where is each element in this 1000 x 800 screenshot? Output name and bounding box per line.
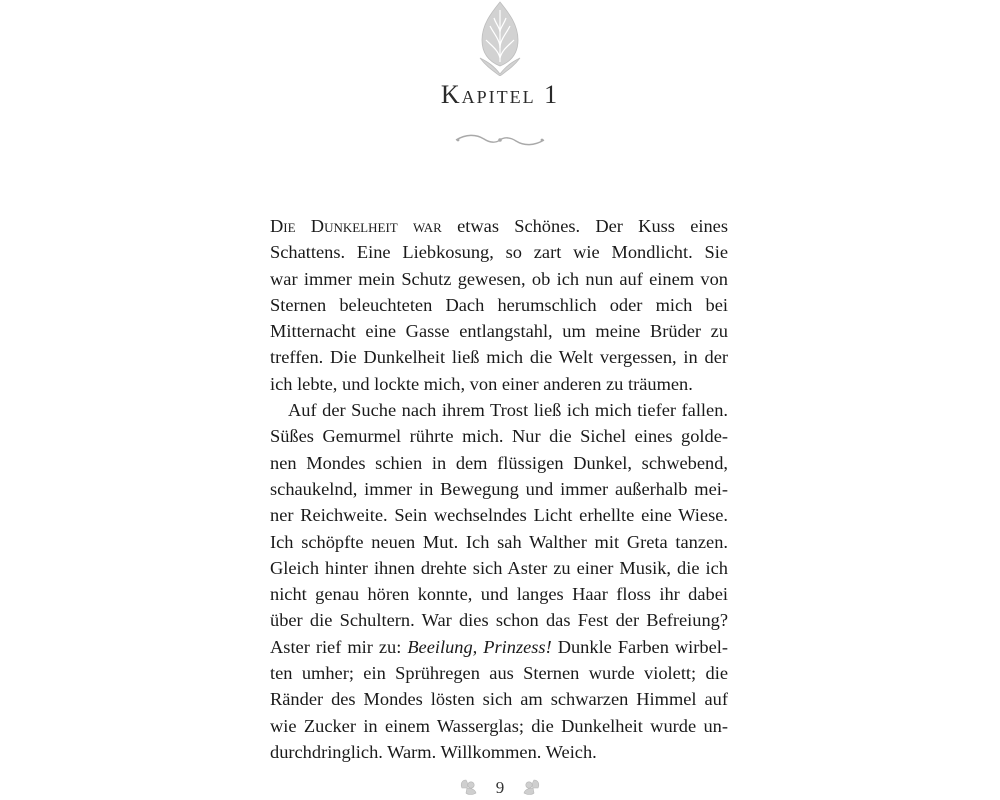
lotus-ornament-icon bbox=[474, 0, 526, 76]
text-line: Schattens. Eine Liebkosung, so zart wie Mondlicht. Sie bbox=[270, 242, 728, 263]
text-line: über die Schultern. War dies schon das Fest der Befreiung? bbox=[270, 610, 728, 631]
chapter-title: Kapitel 1 bbox=[440, 80, 560, 109]
lead-in-small-caps: Die Dunkelheit war bbox=[270, 216, 442, 236]
text-line: Sternen beleuchteten Dach herumschlich oder mich bei bbox=[270, 294, 728, 315]
cherub-left-icon bbox=[458, 776, 480, 798]
text-line: Mitternacht eine Gasse entlangstahl, um meine Brüder zu bbox=[270, 321, 728, 342]
text-line: ner Reichweite. Sein wechselndes Licht erhellte eine Wiese. bbox=[270, 505, 728, 526]
text-line: durchdringlich. Warm. Willkommen. Weich. bbox=[270, 741, 597, 762]
text-line: nicht genau hören konnte, und langes Haar floss ihr dabei bbox=[270, 584, 728, 605]
page-number: 9 bbox=[495, 778, 505, 797]
text-line: ten umher; ein Sprühregen aus Sternen wurde violett; die bbox=[270, 663, 728, 684]
swash-divider-icon bbox=[454, 132, 546, 148]
text-line: Süßes Gemurmel rührte mich. Nur die Sichel eines golde- bbox=[270, 426, 728, 447]
page-footer bbox=[0, 776, 1000, 800]
text-line: war immer mein Schutz gewesen, ob ich nun auf einem von bbox=[270, 268, 728, 289]
italic-quote: Beeilung, Prinzess! bbox=[407, 636, 552, 657]
text-line: Gleich hinter ihnen drehte sich Aster zu einer Musik, die ich bbox=[270, 557, 728, 578]
text-line: nen Mondes schien in dem flüssigen Dunkel, schwebend, bbox=[270, 452, 728, 473]
text-line: Auf der Suche nach ihrem Trost ließ ich mich tiefer fallen. bbox=[288, 400, 728, 421]
text-line: Ränder des Mondes lösten sich am schwarzen Himmel auf bbox=[270, 689, 728, 710]
chapter-body bbox=[270, 213, 728, 765]
text-line: ich lebte, und lockte mich, von einer anderen zu träumen. bbox=[270, 373, 693, 394]
paragraph-2 bbox=[270, 397, 728, 765]
text-line: treffen. Die Dunkelheit ließ mich die Welt vergessen, in der bbox=[270, 347, 728, 368]
paragraph-1 bbox=[270, 213, 728, 397]
text-line-with-italic: Aster rief mir zu: Beeilung, Prinzess! Dunkle Farben wirbel- bbox=[270, 636, 728, 657]
cherub-right-icon bbox=[520, 776, 542, 798]
text-line: Die Dunkelheit war etwas Schönes. Der Kuss eines bbox=[270, 216, 728, 236]
text-line: Ich schöpfte neuen Mut. Ich sah Walther mit Greta tanzen. bbox=[270, 531, 728, 552]
text-line: wie Zucker in einem Wasserglas; die Dunkelheit wurde un- bbox=[270, 715, 728, 736]
text-line: schaukelnd, immer in Bewegung und immer außerhalb mei- bbox=[270, 478, 728, 499]
